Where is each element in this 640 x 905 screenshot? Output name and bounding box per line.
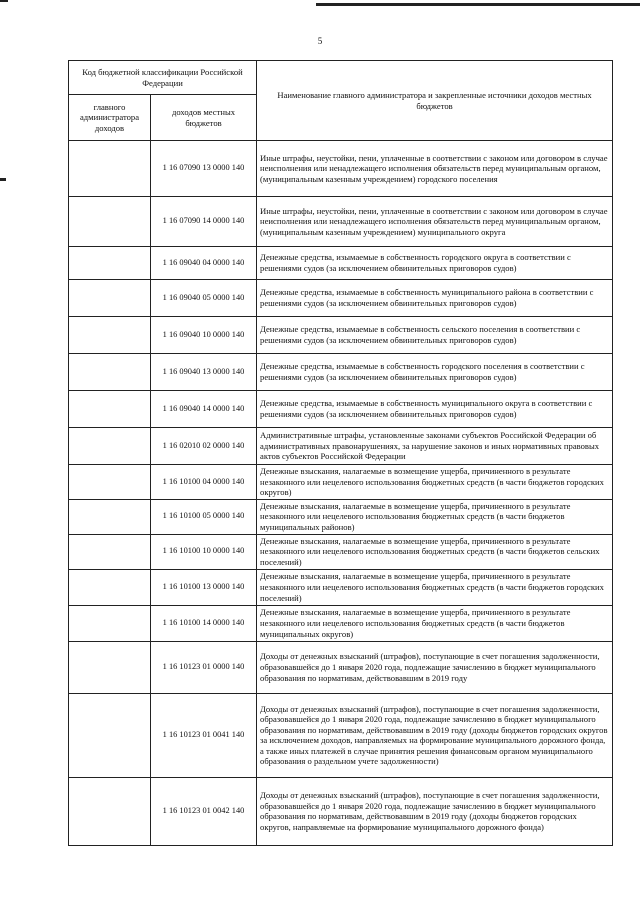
table-row — [69, 391, 613, 428]
description-cell: Денежные средства, изымаемые в собственность муниципального округа в соответствии с решениями судов (за исключением обвинительных приговоров судов) — [257, 391, 613, 428]
admin-column-header: главного администратора доходов — [69, 95, 151, 141]
page-number: 5 — [317, 36, 323, 46]
table-row — [69, 465, 613, 500]
income-code-cell: 1 16 02010 02 0000 140 — [151, 428, 257, 465]
table-row — [69, 534, 613, 569]
admin-code-cell — [69, 197, 151, 247]
table-row — [69, 197, 613, 247]
admin-code-cell — [69, 465, 151, 500]
income-code-cell: 1 16 10123 01 0041 140 — [151, 693, 257, 777]
admin-code-cell — [69, 141, 151, 197]
table-body — [69, 141, 613, 846]
table-row — [69, 693, 613, 777]
table-row — [69, 428, 613, 465]
description-cell: Доходы от денежных взысканий (штрафов), поступающие в счет погашения задолженности, образовавшейся до 1 января 2020 года, подлежащие зачислению в бюджет муниципального образования по нормативам, действовавшим в 2019 году (доходы бюджетов городских округов, направляемые на формирование муниципального дорожного фонда) — [257, 777, 613, 845]
income-code-cell: 1 16 10100 14 0000 140 — [151, 605, 257, 641]
scan-mark-left — [0, 178, 6, 181]
income-code-cell: 1 16 10123 01 0000 140 — [151, 641, 257, 693]
income-code-cell: 1 16 09040 10 0000 140 — [151, 317, 257, 354]
admin-code-cell — [69, 391, 151, 428]
income-code-cell: 1 16 10123 01 0042 140 — [151, 777, 257, 845]
description-cell: Иные штрафы, неустойки, пени, уплаченные в соответствии с законом или договором в случае неисполнения или ненадлежащего исполнения обязательств перед муниципальным органом, (муниципальным казенным учреждением) городского поселения — [257, 141, 613, 197]
admin-code-cell — [69, 534, 151, 569]
description-cell: Денежные средства, изымаемые в собственность муниципального района в соответствии с решениями судов (за исключением обвинительных приговоров судов) — [257, 280, 613, 317]
income-code-cell: 1 16 10100 04 0000 140 — [151, 465, 257, 500]
admin-code-cell — [69, 499, 151, 534]
admin-code-cell — [69, 428, 151, 465]
admin-code-cell — [69, 569, 151, 605]
income-code-cell: 1 16 07090 13 0000 140 — [151, 141, 257, 197]
admin-code-cell — [69, 777, 151, 845]
description-cell: Денежные взыскания, налагаемые в возмещение ущерба, причиненного в результате незаконного или нецелевого использования бюджетных средств (в части бюджетов муниципальных округов) — [257, 605, 613, 641]
table-row — [69, 247, 613, 280]
table-row — [69, 317, 613, 354]
description-cell: Денежные средства, изымаемые в собственность городского поселения в соответствии с решениями судов (за исключением обвинительных приговоров судов) — [257, 354, 613, 391]
name-column-header: Наименование главного администратора и закрепленные источники доходов местных бюджетов — [257, 61, 613, 141]
description-cell: Денежные взыскания, налагаемые в возмещение ущерба, причиненного в результате незаконного или нецелевого использования бюджетных средств (в части бюджетов сельских поселений) — [257, 534, 613, 569]
table-row — [69, 141, 613, 197]
scan-mark-top-left — [0, 0, 8, 2]
admin-code-cell — [69, 354, 151, 391]
table-row — [69, 777, 613, 845]
table-row — [69, 605, 613, 641]
admin-code-cell — [69, 605, 151, 641]
table-row — [69, 499, 613, 534]
income-column-header: доходов местных бюджетов — [151, 95, 257, 141]
income-code-cell: 1 16 09040 14 0000 140 — [151, 391, 257, 428]
admin-code-cell — [69, 641, 151, 693]
description-cell: Денежные взыскания, налагаемые в возмещение ущерба, причиненного в результате незаконного или нецелевого использования бюджетных средств (в части бюджетов муниципальных районов) — [257, 499, 613, 534]
income-code-cell: 1 16 10100 10 0000 140 — [151, 534, 257, 569]
admin-code-cell — [69, 280, 151, 317]
income-code-cell: 1 16 10100 13 0000 140 — [151, 569, 257, 605]
admin-code-cell — [69, 693, 151, 777]
description-cell: Денежные взыскания, налагаемые в возмещение ущерба, причиненного в результате незаконного или нецелевого использования бюджетных средств (в части бюджетов городских поселений) — [257, 569, 613, 605]
table-row — [69, 354, 613, 391]
admin-code-cell — [69, 317, 151, 354]
income-code-cell: 1 16 09040 13 0000 140 — [151, 354, 257, 391]
description-cell: Административные штрафы, установленные законами субъектов Российской Федерации об административных правонарушениях, за нарушение законов и иных нормативных правовых актов субъектов Российской Федерации — [257, 428, 613, 465]
income-code-cell: 1 16 09040 04 0000 140 — [151, 247, 257, 280]
scan-mark-top-line — [316, 3, 640, 6]
budget-income-table — [68, 60, 613, 846]
kbk-group-header: Код бюджетной классификации Российской Федерации — [69, 61, 257, 95]
description-cell: Денежные средства, изымаемые в собственность городского округа в соответствии с решениями судов (за исключением обвинительных приговоров судов) — [257, 247, 613, 280]
description-cell: Доходы от денежных взысканий (штрафов), поступающие в счет погашения задолженности, образовавшейся до 1 января 2020 года, подлежащие зачислению в бюджет муниципального образования по нормативам, действовавшим в 2019 году — [257, 641, 613, 693]
admin-code-cell — [69, 247, 151, 280]
description-cell: Денежные взыскания, налагаемые в возмещение ущерба, причиненного в результате незаконного или нецелевого использования бюджетных средств (в части бюджетов городских округов) — [257, 465, 613, 500]
income-code-cell: 1 16 10100 05 0000 140 — [151, 499, 257, 534]
income-code-cell: 1 16 07090 14 0000 140 — [151, 197, 257, 247]
description-cell: Иные штрафы, неустойки, пени, уплаченные в соответствии с законом или договором в случае неисполнения или ненадлежащего исполнения обязательств перед муниципальным органом, (муниципальным казенным учреждением) муниципального округа — [257, 197, 613, 247]
description-cell: Доходы от денежных взысканий (штрафов), поступающие в счет погашения задолженности, образовавшейся до 1 января 2020 года, подлежащие зачислению в бюджет муниципального образования по нормативам, действовавшим в 2019 году (доходы бюджетов городских округов за исключением доходов, направляемых на формирование муниципального дорожного фонда, а также иных платежей в случае принятия решения финансовым органом муниципального образования о раздельном учете задолженности) — [257, 693, 613, 777]
income-code-cell: 1 16 09040 05 0000 140 — [151, 280, 257, 317]
description-cell: Денежные средства, изымаемые в собственность сельского поселения в соответствии с решениями судов (за исключением обвинительных приговоров судов) — [257, 317, 613, 354]
table-row — [69, 569, 613, 605]
table-row — [69, 641, 613, 693]
table-row — [69, 280, 613, 317]
